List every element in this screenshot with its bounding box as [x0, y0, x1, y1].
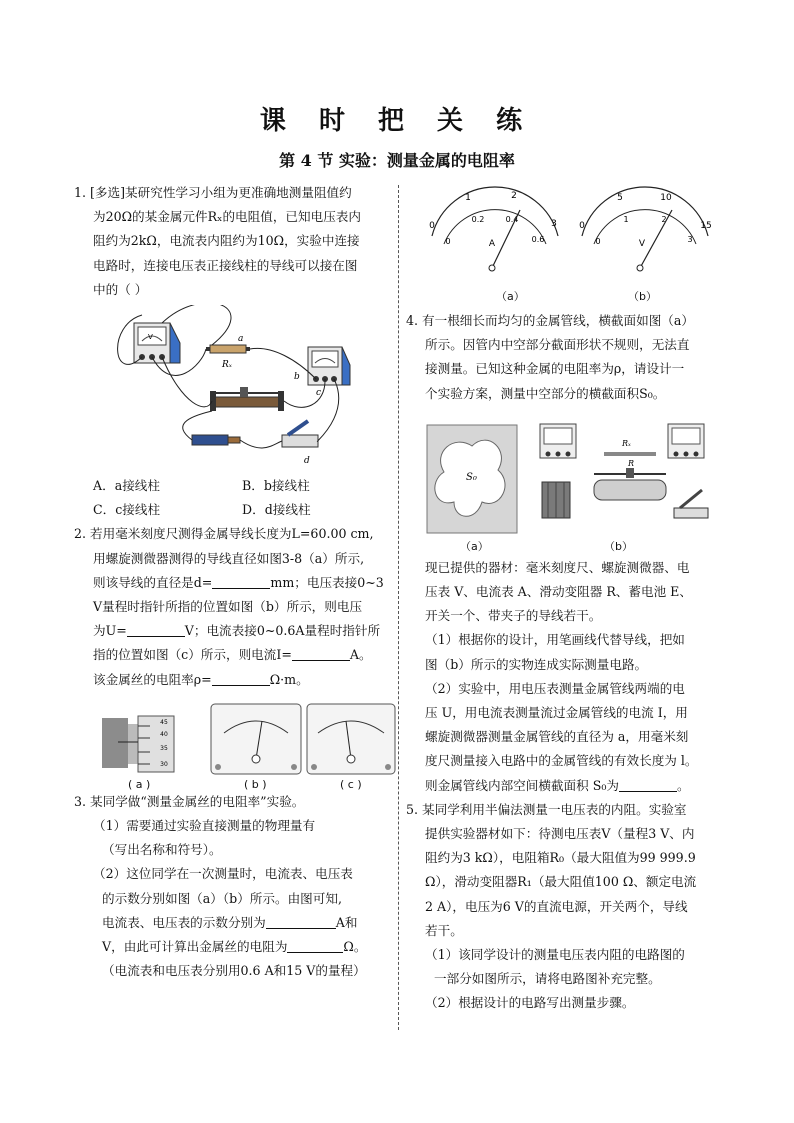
caption-c: ( c ) — [340, 778, 362, 791]
q2-text: mm；电压表接0~3 — [270, 574, 384, 590]
ammeter-device — [308, 347, 350, 385]
resistor-rx — [604, 439, 656, 456]
label-rx: Rₓ — [622, 439, 631, 448]
answer-blank[interactable] — [266, 914, 336, 929]
question-3 — [74, 790, 390, 984]
column-divider — [398, 185, 399, 1030]
ammeter-top-tick: 1 — [465, 193, 471, 203]
q5-line: 若干。 — [425, 922, 463, 938]
q4-text: 则金属管线内部空间横截面积 S₀为 — [425, 777, 619, 793]
q4-apparatus-figure — [536, 416, 716, 530]
q2-line: 用螺旋测微器测得的导线直径如图3-8（a）所示, — [93, 550, 365, 566]
right-column — [406, 309, 729, 1016]
q3-line — [74, 911, 390, 935]
q3-text: Ω。 — [343, 939, 367, 955]
q5-line: Ω），滑动变阻器R₁（最大阻值100 Ω、额定电流 — [425, 874, 697, 890]
voltmeter-top-tick: 5 — [617, 193, 623, 203]
q3-text: A和 — [335, 914, 358, 930]
label-a: a — [238, 334, 244, 344]
q1-options-row — [74, 474, 390, 498]
voltmeter-label: V — [148, 333, 153, 341]
answer-blank[interactable] — [127, 622, 185, 637]
q3-line: （电流表和电压表分别用0.6 A和15 V的量程） — [102, 963, 366, 979]
ammeter-top-tick: 0 — [429, 221, 435, 231]
q5-line: 提供实验器材如下：待测电压表V（量程3 V、内 — [425, 826, 695, 842]
q1-option-d[interactable]: D．d接线柱 — [242, 502, 311, 518]
label-rx: Rₓ — [222, 360, 232, 370]
q4-line: 度尺测量接入电路中的金属管线的有效长度为 l。 — [425, 753, 698, 769]
q4-caption-a: （a） — [460, 540, 489, 553]
q3-line: 的示数分别如图（a）（b）所示。由图可知, — [102, 890, 342, 906]
rheostat-device — [594, 459, 666, 500]
q2-text: V；电流表接0~0.6A量程时指针所 — [184, 623, 381, 639]
label-d: d — [304, 456, 310, 466]
q3-line: 3. 某同学做“测量金属丝的电阻率”实验。 — [74, 793, 305, 809]
voltmeter-b-figure — [210, 703, 302, 775]
q3-ammeter-figure — [420, 186, 570, 286]
q4-line: 接测量。已知这种金属的电阻率为ρ，请设计一 — [425, 361, 685, 377]
q2-text: 该金属丝的电阻率ρ= — [93, 671, 212, 687]
q2-text: 则该导线的直径是d= — [93, 574, 213, 590]
left-column — [74, 181, 390, 983]
q4-line: 图（b）所示的实物连成实际测量电路。 — [425, 656, 648, 672]
q1-option-c[interactable]: C．c接线柱 — [93, 502, 161, 518]
q4-line: 所示。因管内中空部分截面形状不规则，无法直 — [425, 337, 690, 353]
caption-a: ( a ) — [128, 778, 151, 791]
voltmeter-top-tick: 0 — [579, 221, 585, 231]
question-5 — [406, 798, 729, 1016]
question-4 — [406, 309, 729, 798]
answer-blank[interactable] — [292, 646, 350, 661]
q5-line: 5. 某同学利用半偏法测量一电压表的内阻。实验室 — [406, 801, 687, 817]
q3-text: 电流表、电压表的示数分别为 — [102, 914, 266, 930]
cross-section-figure — [426, 424, 518, 534]
page-title: 课 时 把 关 练 — [259, 106, 535, 136]
q4-line: 螺旋测微器测量金属管线的直径为 a，用毫米刻 — [425, 729, 689, 745]
q5-line: （1）该同学设计的测量电压表内阻的电路图的 — [425, 947, 685, 963]
q1-line: 阻约为2kΩ，电流表内阻约为10Ω，实验中连接 — [93, 233, 360, 249]
label-r: R — [628, 459, 635, 468]
voltmeter-bottom-tick: 2 — [661, 215, 667, 224]
ammeter-top-tick: 2 — [511, 191, 517, 201]
voltmeter-bottom-tick: 1 — [623, 215, 629, 224]
section-subtitle: 第 4 节 实验：测量金属的电阻率 — [279, 151, 515, 170]
voltmeter-top-tick: 10 — [660, 193, 672, 203]
rheostat-device — [210, 387, 284, 411]
answer-blank[interactable] — [619, 777, 677, 792]
micrometer-tick: 40 — [160, 731, 168, 738]
voltmeter-unit: V — [638, 239, 646, 249]
ammeter-bottom-tick: 0.2 — [471, 215, 485, 224]
q2-line — [74, 668, 390, 692]
q2-text: 为U= — [93, 623, 127, 639]
q3-text: V，由此可计算出金属丝的电阻为 — [102, 939, 288, 955]
q4-line — [406, 774, 729, 798]
battery-device — [192, 435, 240, 445]
q2-line — [74, 643, 390, 667]
q1-options-row — [74, 498, 390, 522]
q3-line: （2）这位同学在一次测量时，电流表、电压表 — [93, 866, 353, 882]
answer-blank[interactable] — [212, 574, 270, 589]
q1-line: 为20Ω的某金属元件Rₓ的电阻值，已知电压表内 — [93, 209, 361, 225]
q1-circuit-figure — [112, 305, 352, 470]
micrometer-tick: 45 — [160, 719, 168, 726]
answer-blank[interactable] — [212, 671, 270, 686]
micrometer-tick: 30 — [160, 761, 168, 768]
ammeter-bottom-tick: 0 — [445, 237, 451, 246]
q4-line: 开关一个、带夹子的导线若干。 — [425, 608, 602, 624]
meter-caption-b: （b） — [628, 290, 657, 303]
q4-line: （1）根据你的设计，用笔画线代替导线，把如 — [425, 632, 685, 648]
voltmeter-bottom-tick: 0 — [595, 237, 601, 246]
q5-line: 阻约为3 kΩ），电阻箱R₀（最大阻值为99 999.9 — [425, 850, 696, 866]
q1-line: 1. [多选]某研究性学习小组为更准确地测量阻值约 — [74, 185, 352, 200]
voltmeter-device — [668, 424, 704, 458]
ammeter-bottom-tick: 0.4 — [505, 215, 519, 224]
ammeter-bottom-tick: 0.6 — [531, 235, 545, 244]
q5-line: （2）根据设计的电路写出测量步骤。 — [425, 995, 635, 1011]
answer-blank[interactable] — [287, 938, 343, 953]
q2-text: A。 — [349, 647, 372, 663]
q4-line: 个实验方案，测量中空部分的横截面积S₀。 — [425, 385, 666, 401]
q2-line — [74, 571, 390, 595]
caption-b: ( b ) — [244, 778, 267, 791]
q1-option-a[interactable]: A．a接线柱 — [93, 478, 160, 494]
q3-line — [74, 935, 390, 959]
ammeter-device — [540, 424, 576, 458]
ammeter-top-tick: 3 — [551, 219, 557, 229]
micrometer-figure — [98, 712, 186, 776]
micrometer-tick: 35 — [160, 745, 168, 752]
label-b: b — [294, 372, 300, 382]
q5-line: 一部分如图所示，请将电路图补充完整。 — [434, 971, 661, 987]
q1-line: 中的（ ） — [93, 281, 148, 297]
q4-text: 。 — [677, 777, 690, 793]
voltmeter-top-tick: 15 — [700, 221, 712, 231]
meter-caption-a: （a） — [496, 290, 525, 303]
q3-voltmeter-figure — [570, 186, 720, 286]
q2-line — [74, 619, 390, 643]
ammeter-unit: A — [488, 239, 496, 249]
battery-device — [542, 482, 570, 518]
q3-line: （1）需要通过实验直接测量的物理量有 — [93, 818, 316, 834]
label-s0: S₀ — [466, 472, 477, 483]
q4-caption-b: （b） — [604, 540, 633, 553]
switch-device — [282, 421, 318, 447]
q4-line: 压表 V、电流表 A、滑动变阻器 R、蓄电池 E、 — [425, 584, 692, 600]
q4-line: 现已提供的器材：毫米刻度尺、螺旋测微器、电 — [425, 559, 690, 575]
q2-text: Ω·m。 — [269, 671, 309, 687]
q3-line: （写出名称和符号）。 — [102, 842, 222, 858]
q2-line: V量程时指针所指的位置如图（b）所示，则电压 — [93, 599, 363, 615]
resistor-rx — [206, 345, 250, 353]
q2-text: 指的位置如图（c）所示，则电流I= — [93, 647, 292, 663]
voltmeter-device — [134, 323, 180, 363]
q5-line: 2 A），电压为6 V的直流电源，开关两个，导线 — [425, 898, 688, 914]
q1-line: 电路时，连接电压表正接线柱的导线可以接在图 — [93, 257, 358, 273]
q2-line: 2. 若用毫米刻度尺测得金属导线长度为L=60.00 cm, — [74, 526, 374, 542]
q1-option-b[interactable]: B．b接线柱 — [242, 478, 310, 494]
ammeter-c-figure — [306, 703, 396, 775]
q4-line: （2）实验中，用电压表测量金属管线两端的电 — [425, 680, 685, 696]
q4-line: 压 U，用电流表测量流过金属管线的电流 I，用 — [425, 705, 688, 721]
switch-device — [674, 490, 708, 518]
q4-line: 4. 有一根细长而均匀的金属管线，横截面如图（a） — [406, 313, 694, 328]
label-c: c — [316, 388, 322, 398]
voltmeter-bottom-tick: 3 — [687, 235, 693, 244]
